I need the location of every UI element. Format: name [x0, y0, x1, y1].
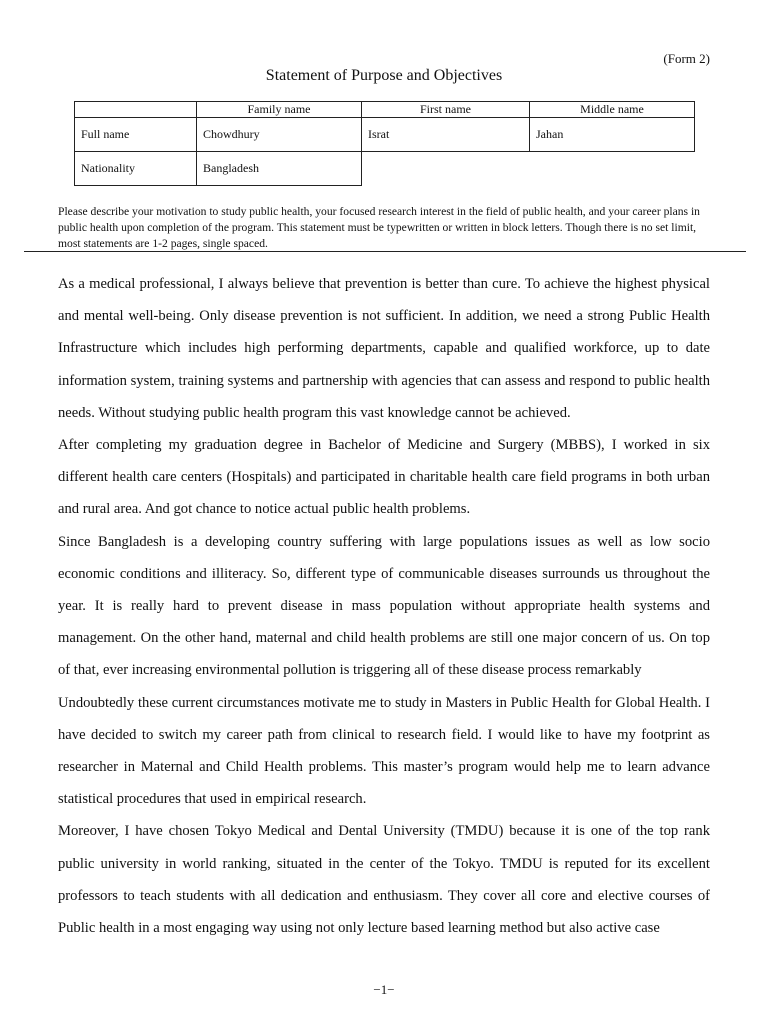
nationality-value: Bangladesh: [197, 152, 362, 186]
header-middle-name: Middle name: [530, 102, 695, 118]
paragraph: After completing my graduation degree in Bachelor of Medicine and Surgery (MBBS), I worked in six different health care centers (Hospitals) and participated in charitable health care field programs in both urban and rural area. And got chance to notice actual public health problems.: [58, 437, 710, 518]
nationality-label: Nationality: [75, 152, 197, 186]
header-first-name: First name: [362, 102, 530, 118]
full-name-row: [75, 118, 695, 152]
instructions-text: Please describe your motivation to study public health, your focused research interest in the field of public health, and your career plans in public health upon completion of the program. This statement must be typewritten or written in block letters. Though there is no set limit, most statements are 1-2 pages, single spaced.: [58, 205, 700, 250]
statement-body: [58, 268, 710, 944]
paragraph: As a medical professional, I always believe that prevention is better than cure. To achieve the highest physical and mental well-being. Only disease prevention is not sufficient. In addition, we need a strong Public Health Infrastructure which includes high performing departments, capable and qualified workforce, up to date information system, training systems and partnership with agencies that can assess and respond to public health needs. Without studying public health program this vast knowledge cannot be achieved.: [58, 276, 710, 421]
form-number: (Form 2): [663, 51, 710, 66]
page-title: Statement of Purpose and Objectives: [265, 67, 503, 84]
page-number: −1−: [373, 982, 395, 997]
full-name-label: Full name: [75, 118, 197, 152]
nationality-row: [75, 152, 695, 186]
empty-cell: [362, 152, 695, 186]
section-divider: [24, 251, 746, 252]
paragraph: Undoubtedly these current circumstances motivate me to study in Masters in Public Health for Global Health. I have decided to switch my career path from clinical to research field. I would like to have my footprint as researcher in Maternal and Child Health problems. This master’s program would help me to learn advance statistical procedures that used in empirical research.: [58, 694, 710, 808]
paragraph: Moreover, I have chosen Tokyo Medical and Dental University (TMDU) because it is one of the top rank public university in world ranking, situated in the center of the Tokyo. TMDU is reputed for its excellent professors to teach students with all dedication and enthusiasm. They cover all core and elective courses of Public health in a most engaging way using not only lecture based learning method but also active case: [58, 823, 710, 937]
middle-name-value: Jahan: [530, 118, 695, 152]
first-name-value: Israt: [362, 118, 530, 152]
paragraph: Since Bangladesh is a developing country suffering with large populations issues as well as low socio economic conditions and illiteracy. So, different type of communicable diseases surrounds us throughout the year. It is really hard to prevent disease in mass population without appropriate health systems and management. On the other hand, maternal and child health problems are still one major concern of us. On top of that, ever increasing environmental pollution is triggering all of these disease process remarkably: [58, 533, 710, 679]
table-header-row: [75, 102, 695, 118]
applicant-info-table: [74, 101, 695, 186]
family-name-value: Chowdhury: [197, 118, 362, 152]
header-family-name: Family name: [197, 102, 362, 118]
header-blank-cell: [75, 102, 197, 118]
